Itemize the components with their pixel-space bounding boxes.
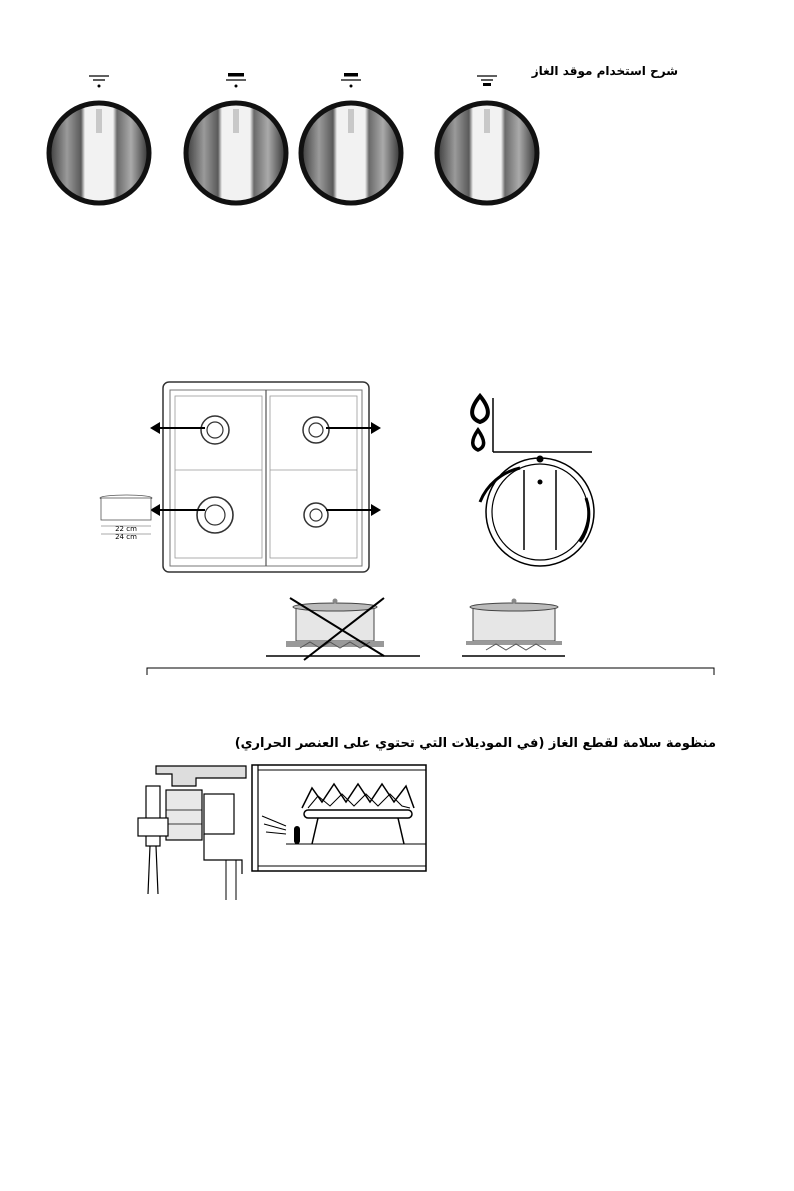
burner-front-right-icon	[341, 73, 361, 88]
large-flame-icon	[472, 396, 488, 422]
valve-body	[138, 766, 246, 900]
pot-size-label-22: 22 cm	[115, 525, 137, 533]
flame-scale-figure	[0, 380, 794, 580]
section-heading-gas-safety: منظومة سلامة لقطع الغاز (في الموديلات التي تحتوي على العنصر الحراري)	[234, 736, 716, 751]
knob-detail	[480, 458, 594, 566]
knob-1	[49, 103, 149, 203]
small-flame-icon	[473, 430, 484, 450]
knobs-figure	[0, 0, 794, 240]
section-divider	[147, 668, 714, 675]
burner-front-left-icon	[226, 73, 246, 88]
knob-3	[301, 103, 401, 203]
burner-rear-right-icon	[477, 76, 497, 86]
centered-pot-icon	[462, 599, 565, 657]
crossed-pot-icon	[266, 598, 420, 660]
burner-rear-left-icon	[89, 76, 109, 88]
knob-4	[437, 103, 537, 203]
knob-2	[186, 103, 286, 203]
section-heading-gas-hob-usage: شرح استخدام موقد الغاز	[531, 64, 678, 78]
pot-placement-figure	[0, 590, 794, 690]
gas-safety-diagram	[0, 750, 794, 910]
pot-size-label-24: 24 cm	[115, 533, 137, 541]
